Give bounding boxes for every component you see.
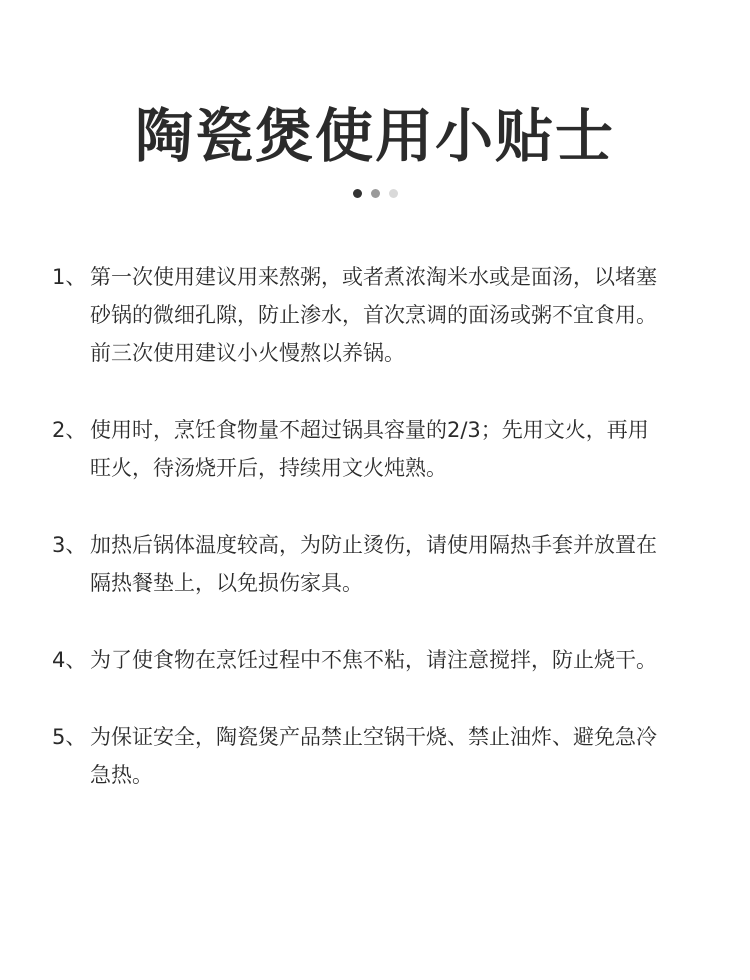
tips-list [52,258,742,794]
tip-text: 为了使食物在烹饪过程中不焦不粘，请注意搅拌，防止烧干。 [90,648,657,672]
tip-number: 2、 [52,418,87,442]
tip-item [52,258,742,372]
tip-item [52,411,742,487]
carousel-dot-active[interactable] [353,189,362,198]
tip-number: 4、 [52,648,87,672]
tip-number: 3、 [52,533,87,557]
tip-item [52,641,742,679]
tip-text: 为保证安全，陶瓷煲产品禁止空锅干烧、禁止油炸、避免急冷急热。 [90,725,657,787]
tip-item [52,526,742,602]
tip-text: 加热后锅体温度较高，为防止烫伤，请使用隔热手套并放置在隔热餐垫上，以免损伤家具。 [90,533,657,595]
tip-text: 使用时，烹饪食物量不超过锅具容量的2/3；先用文火，再用旺火，待汤烧开后，持续用文火炖熟。 [90,418,649,480]
tip-number: 5、 [52,725,87,749]
tip-text: 第一次使用建议用来熬粥，或者煮浓淘米水或是面汤，以堵塞砂锅的微细孔隙，防止渗水，首次烹调的面汤或粥不宜食用。前三次使用建议小火慢熬以养锅。 [90,265,657,365]
tip-item [52,718,742,794]
carousel-dot[interactable] [389,189,398,198]
carousel-indicator [0,189,750,198]
tip-number: 1、 [52,265,87,289]
carousel-dot[interactable] [371,189,380,198]
page-title: 陶瓷煲使用小贴士 [134,102,615,170]
